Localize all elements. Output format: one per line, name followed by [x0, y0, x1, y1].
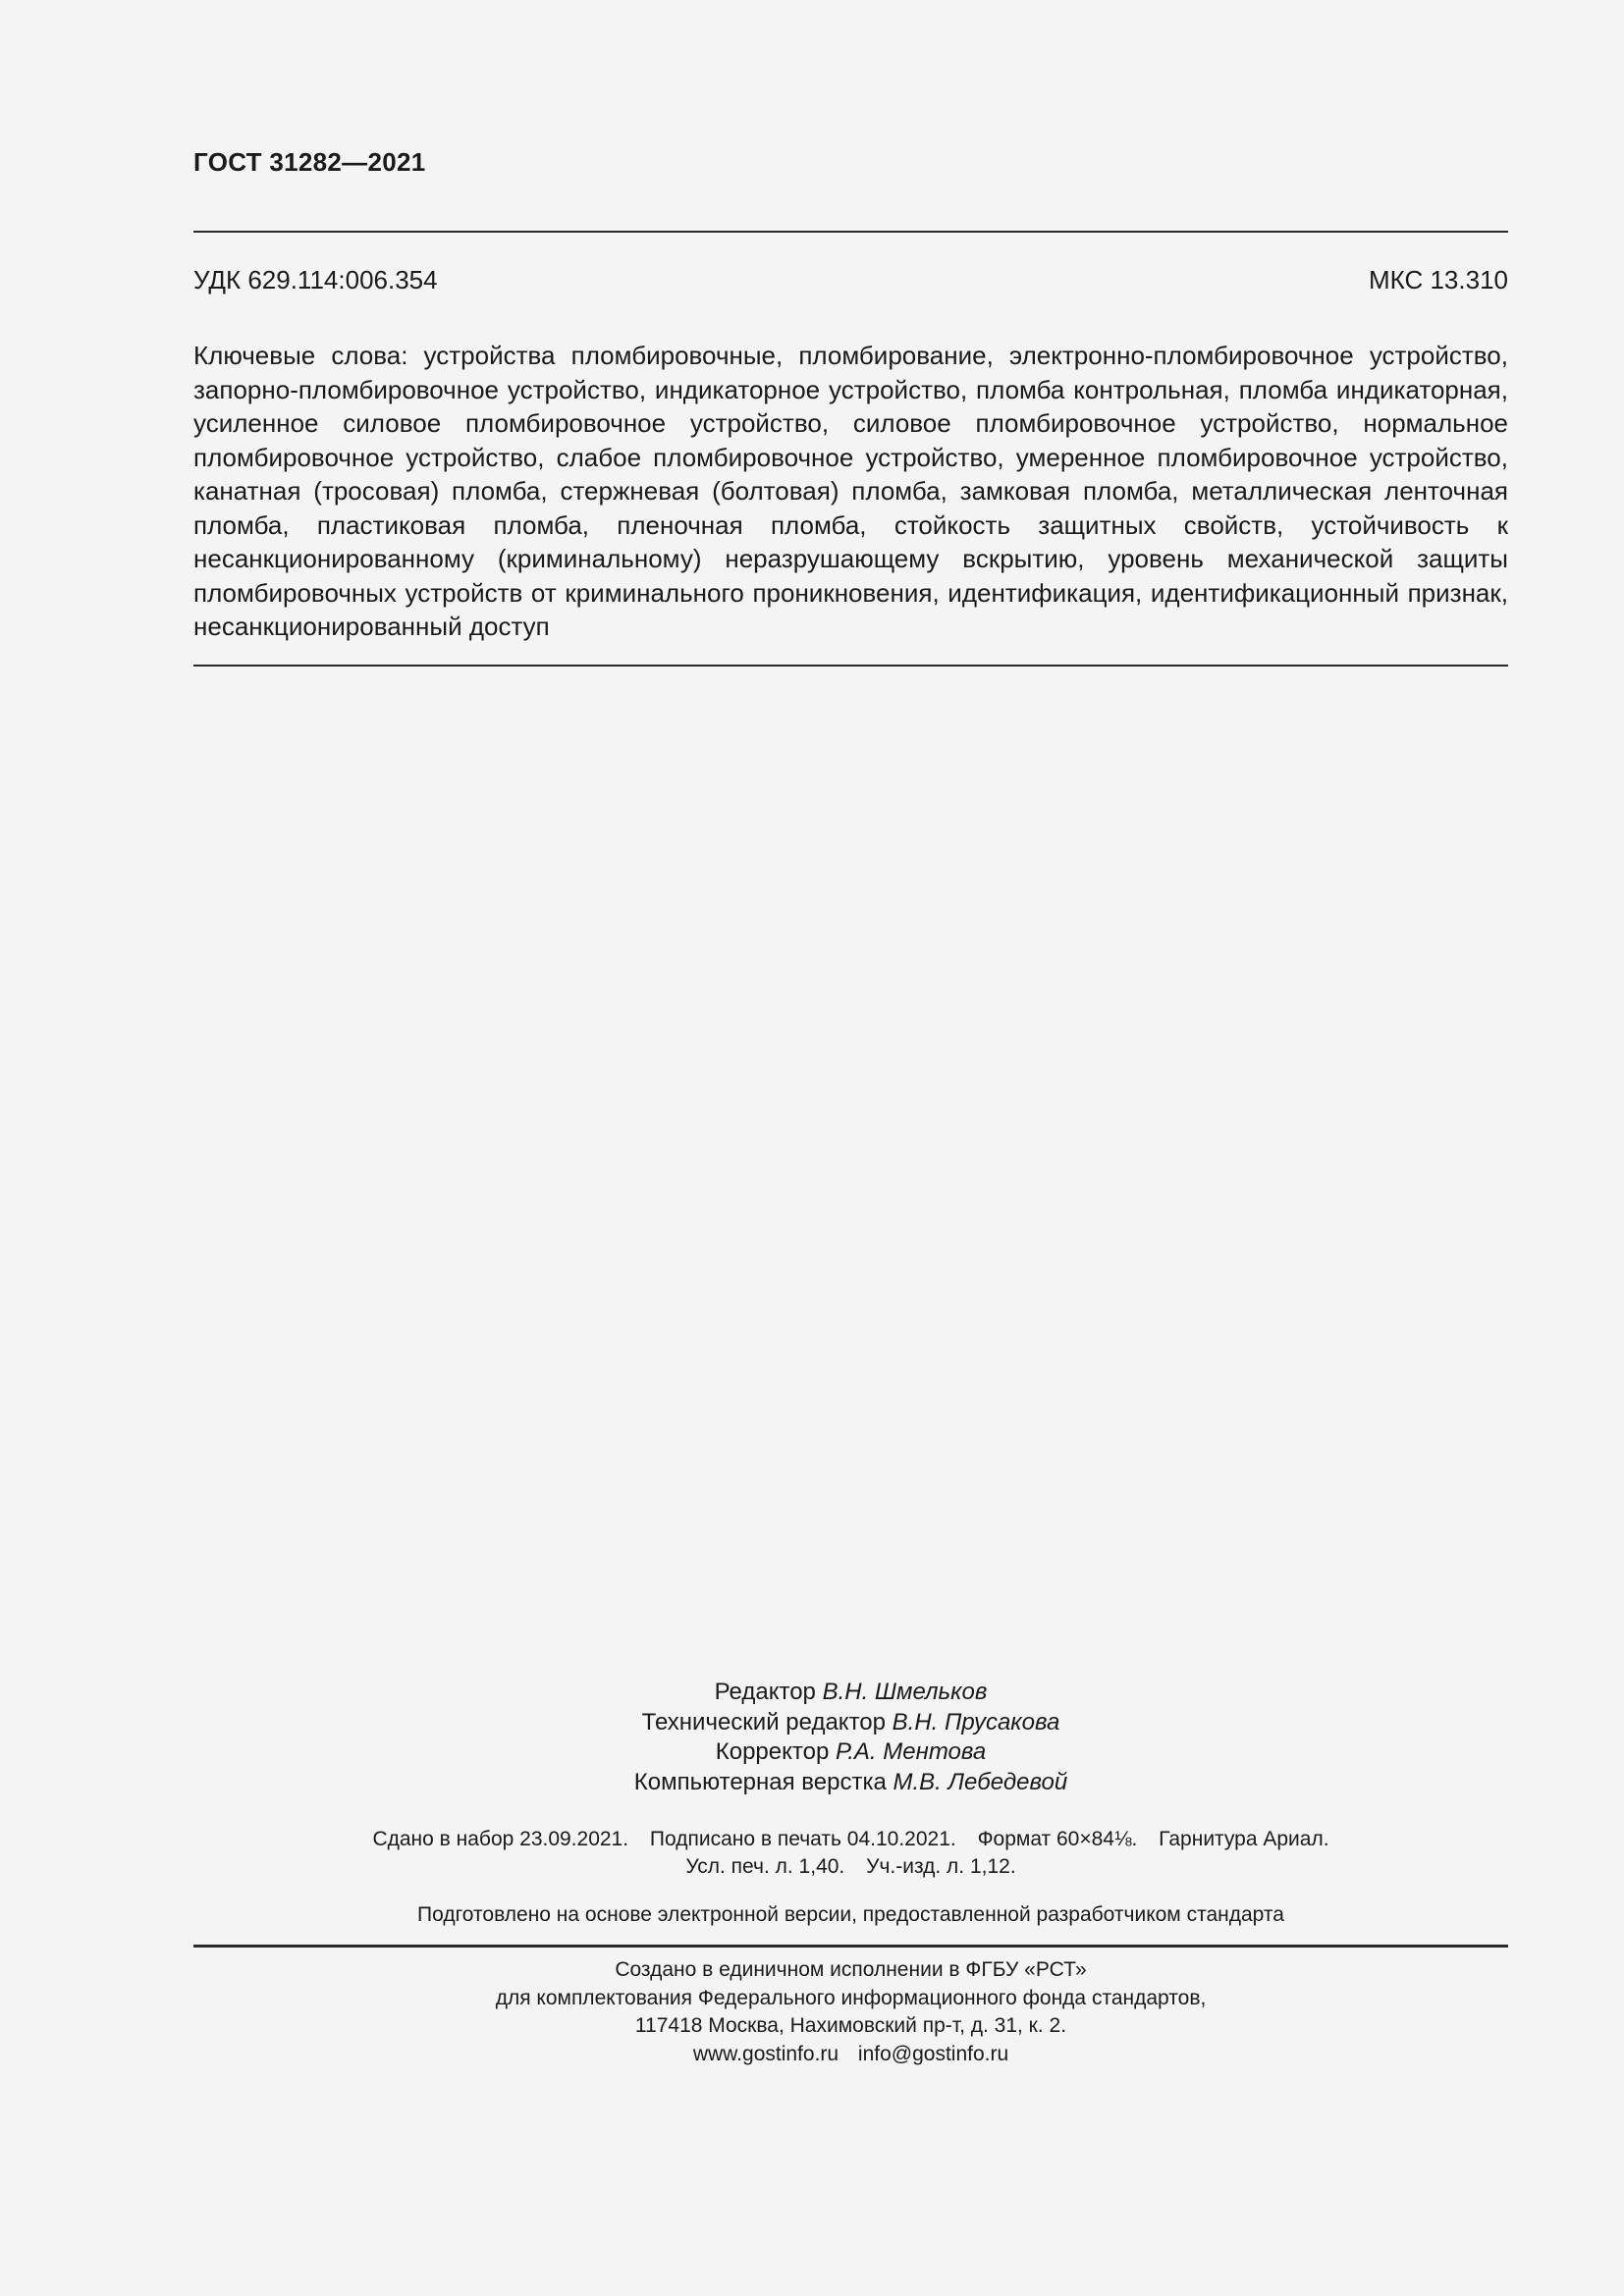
- publisher-line-1: Создано в единичном исполнении в ФГБУ «РСТ»: [615, 1958, 1087, 1981]
- credit-role: Редактор: [714, 1679, 816, 1705]
- printed-sheets: Усл. печ. л. 1,40.: [685, 1855, 845, 1878]
- publisher-address: 117418 Москва, Нахимовский пр-т, д. 31, к. 2.: [634, 2014, 1067, 2037]
- credit-technical-editor: [193, 1708, 1508, 1738]
- credits-block: [193, 1678, 1508, 1797]
- keywords-paragraph: Ключевые слова: устройства пломбировочные, пломбирование, электронно-пломбировочное устройство, запорно-пломбировочное устройство, индикаторное устройство, пломба контрольная, пломба индикаторная, усиленное силовое пломбировочное устройство, силовое пломбировочное устройство, нормальное пломбировочное устройство, слабое пломбировочное устройство, умеренное пломбировочное устройство, канатная (тросовая) пломба, стержневая (болтовая) пломба, замковая пломба, металлическая ленточная пломба, пластиковая пломба, пленочная пломба, стойкость защитных свойств, устойчивость к несанкционированному (криминальному) неразрушающему вскрытию, уровень механической защиты пломбировочных устройств от криминального проникновения, идентификация, идентификационный признак, несанкционированный доступ: [193, 341, 1508, 641]
- publisher-contacts: [193, 2041, 1508, 2069]
- typeface: Гарнитура Ариал.: [1159, 1828, 1329, 1850]
- credit-editor: [193, 1678, 1508, 1708]
- publisher-sheets: Уч.-изд. л. 1,12.: [866, 1855, 1016, 1878]
- credit-role: Технический редактор: [641, 1708, 886, 1735]
- credit-name: Р.А. Ментова: [835, 1738, 987, 1765]
- publisher-divider: [193, 1945, 1508, 1948]
- credit-name: М.В. Лебедевой: [893, 1768, 1068, 1795]
- credit-proofreader: [193, 1737, 1508, 1768]
- signed-date: Подписано в печать 04.10.2021.: [649, 1828, 956, 1850]
- print-info: [193, 1826, 1508, 1881]
- publisher-line-2: для комплектования Федерального информационного фонда стандартов,: [495, 1986, 1207, 2009]
- udk-code: УДК 629.114:006.354: [193, 265, 438, 294]
- website-link[interactable]: www.gostinfo.ru: [692, 2042, 839, 2065]
- paper-format: Формат 60×84⅛.: [977, 1828, 1138, 1850]
- email-link[interactable]: info@gostinfo.ru: [857, 2042, 1009, 2065]
- publisher-block: [193, 1956, 1508, 2068]
- document-code: ГОСТ 31282—2021: [193, 147, 426, 177]
- keywords-divider: [193, 665, 1508, 667]
- credit-name: В.Н. Прусакова: [892, 1708, 1060, 1735]
- credit-role: Компьютерная верстка: [633, 1768, 887, 1795]
- credit-role: Корректор: [715, 1738, 830, 1765]
- credit-layout: [193, 1768, 1508, 1798]
- top-divider: [193, 231, 1508, 233]
- mks-code: МКС 13.310: [1368, 265, 1508, 294]
- credit-name: В.Н. Шмельков: [822, 1679, 988, 1705]
- typeset-date: Сдано в набор 23.09.2021.: [372, 1828, 629, 1850]
- print-info-line-1: [193, 1826, 1508, 1853]
- classification-row: [193, 265, 1508, 295]
- print-info-line-2: [193, 1853, 1508, 1881]
- prepared-note: Подготовлено на основе электронной версии, предоставленной разработчиком стандарта: [417, 1903, 1284, 1926]
